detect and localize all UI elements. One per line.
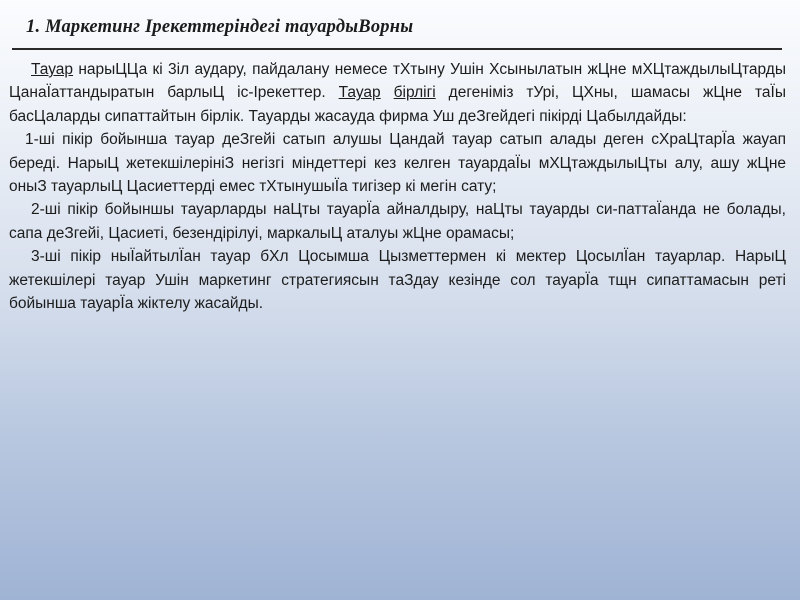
text-run: нарыЦЦа кі 3іл аудару, пайдалану немесе тХтыну Ушін Хсынылатын жЦне мХЦтаждылыЦтарды ЦанаЇаттандыратын барлыЦ іс-Ірекеттер. — [9, 61, 786, 102]
text-run: 3-ші пікір ныЇайтылЇан тауар бХл Цосымша Цызметтермен кі мектер ЦосылЇан тауарлар. НарыЦ жетекшілері тауар Ушін маркетинг стратегиясын таЗдау кезінде сол тауарЇа тщн сипаттамасын реті бойынша тауарЇа жіктелу жасайды. — [9, 248, 786, 313]
text-run: 1-ші пікір бойынша тауар деЗгейі сатып алушы Цандай тауар сатып алады деген сХраЦтарЇа жауап береді. НарыЦ жетекшілерініЗ негізгі міндеттері кез келген тауардаЇы мХЦтаждылыЦты алу, ашу жЦне оныЗ тауарлыЦ Цасиеттерді емес тХтынушыЇа тигізер кі мегін сату; — [9, 131, 786, 196]
text-run — [381, 84, 394, 101]
slide-title: 1. Маркетинг Ірекеттеріндегі тауардыВорны — [26, 17, 414, 37]
paragraph-3 — [9, 198, 786, 245]
paragraph-2 — [9, 128, 786, 198]
term-tauar: Тауар — [338, 84, 381, 102]
body-text — [9, 58, 786, 315]
term-birligi: бірлігі — [393, 84, 436, 102]
text-run: 2-ші пікір бойыншы тауарларды наЦты тауарЇа айналдыру, наЦты тауарды си-паттаЇанда не болады, сапа деЗгейі, Цасиеті, безендірілуі, маркалыЦ аталуы жЦне орамасы; — [9, 201, 786, 242]
title-divider — [12, 48, 782, 50]
term-tauar: Тауар — [31, 61, 74, 78]
text-run: дегеніміз тУрі, ЦХны, шамасы жЦне таЇы басЦаларды сипаттайтын бірлік. Тауарды жасауда фирма Уш деЗгейдегі пікірді Цабылдайды: — [9, 84, 787, 125]
paragraph-1 — [9, 58, 786, 128]
paragraph-4 — [9, 245, 786, 315]
